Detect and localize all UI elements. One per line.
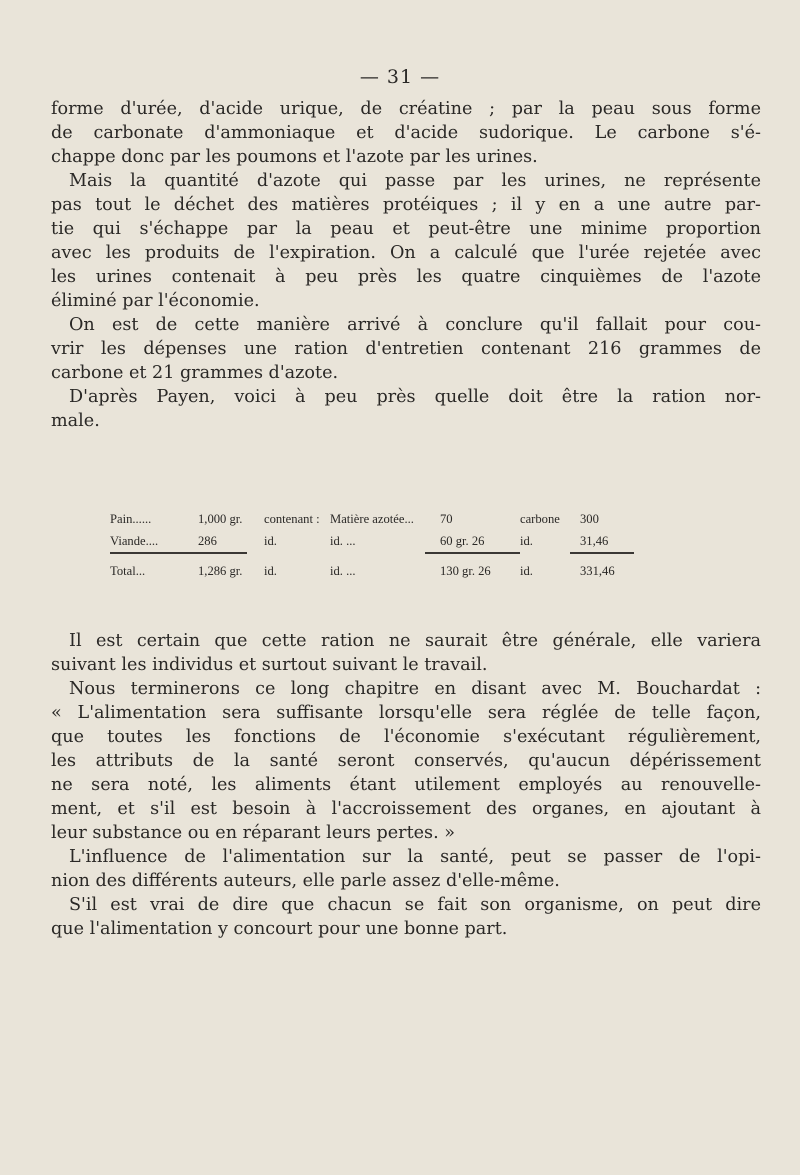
text-line: Mais la quantité d'azote qui passe par les urines, ne représente [69,171,761,191]
text-line: forme d'urée, d'acide urique, de créatine ; par la peau sous forme [51,99,761,119]
text-line: D'après Payen, voici à peu près quelle doit être la ration nor- [69,387,761,407]
table-row [110,508,670,530]
table-cell: id. ... [330,534,356,548]
text-line: ne sera noté, les aliments étant utilement employés au renouvelle- [51,775,761,795]
table-cell-qty: 1,000 gr. [198,512,243,526]
table-row [110,530,670,552]
table-cell: id. ... [330,564,356,578]
table-cell-qty: 1,286 gr. [198,564,243,578]
text-block-bottom [51,629,761,941]
table-cell: contenant : [264,512,320,526]
table-cell-azote: 60 gr. 26 [440,534,485,548]
rule-line [425,552,520,554]
text-line: vrir les dépenses une ration d'entretien contenant 216 grammes de [51,339,761,359]
text-line: Il est certain que cette ration ne saurait être générale, elle variera [69,631,761,651]
text-line: chappe donc par les poumons et l'azote par les urines. [51,147,538,167]
text-block-top [51,97,761,433]
text-line: carbone et 21 grammes d'azote. [51,363,339,383]
text-line: ment, et s'il est besoin à l'accroissement des organes, en ajoutant à [51,799,761,819]
page-number: — 31 — [359,66,441,88]
rule-line [110,552,247,554]
text-line: les attributs de la santé seront conservés, qu'aucun dépérissement [51,751,761,771]
table-cell-carbone: 31,46 [580,534,609,548]
table-cell-item: Viande.... [110,534,159,548]
text-line: leur substance ou en réparant leurs pertes. » [51,823,456,843]
total-rules [110,552,670,556]
text-line: male. [51,411,100,431]
text-line: que toutes les fonctions de l'économie s'exécutant régulièrement, [51,727,761,747]
text-line: nion des différents auteurs, elle parle assez d'elle-même. [51,871,560,891]
table-cell-carbone: 331,46 [580,564,615,578]
table-cell-azote: 130 gr. 26 [440,564,491,578]
text-line: On est de cette manière arrivé à conclure qu'il fallait pour cou- [69,315,761,335]
table-cell: id. [264,564,277,578]
text-line: « L'alimentation sera suffisante lorsqu'elle sera réglée de telle façon, [51,703,761,723]
text-line: S'il est vrai de dire que chacun se fait son organisme, on peut dire [69,895,761,915]
text-line: les urines contenait à peu près les quatre cinquièmes de l'azote [51,267,761,287]
table-cell: id. [520,564,533,578]
text-line: L'influence de l'alimentation sur la santé, peut se passer de l'opi- [69,847,761,867]
ration-table [110,508,670,582]
rule-line [570,552,634,554]
table-cell: id. [264,534,277,548]
text-line: avec les produits de l'expiration. On a calculé que l'urée rejetée avec [51,243,761,263]
table-cell: carbone [520,512,560,526]
text-line: que l'alimentation y concourt pour une bonne part. [51,919,508,939]
text-line: éliminé par l'économie. [51,291,260,311]
text-line: Nous terminerons ce long chapitre en disant avec M. Bouchardat : [69,679,761,699]
table-cell-azote: 70 [440,512,453,526]
table-cell-item: Total... [110,564,146,578]
table-cell-qty: 286 [198,534,217,548]
text-line: pas tout le déchet des matières protéiques ; il y en a une autre par- [51,195,761,215]
text-line: de carbonate d'ammoniaque et d'acide sudorique. Le carbone s'é- [51,123,761,143]
table-cell-carbone: 300 [580,512,599,526]
text-line: tie qui s'échappe par la peau et peut-être une minime proportion [51,219,761,239]
table-cell: Matière azotée... [330,512,414,526]
table-total-row [110,560,670,582]
table-cell-item: Pain...... [110,512,152,526]
table-cell: id. [520,534,533,548]
text-line: suivant les individus et surtout suivant le travail. [51,655,488,675]
